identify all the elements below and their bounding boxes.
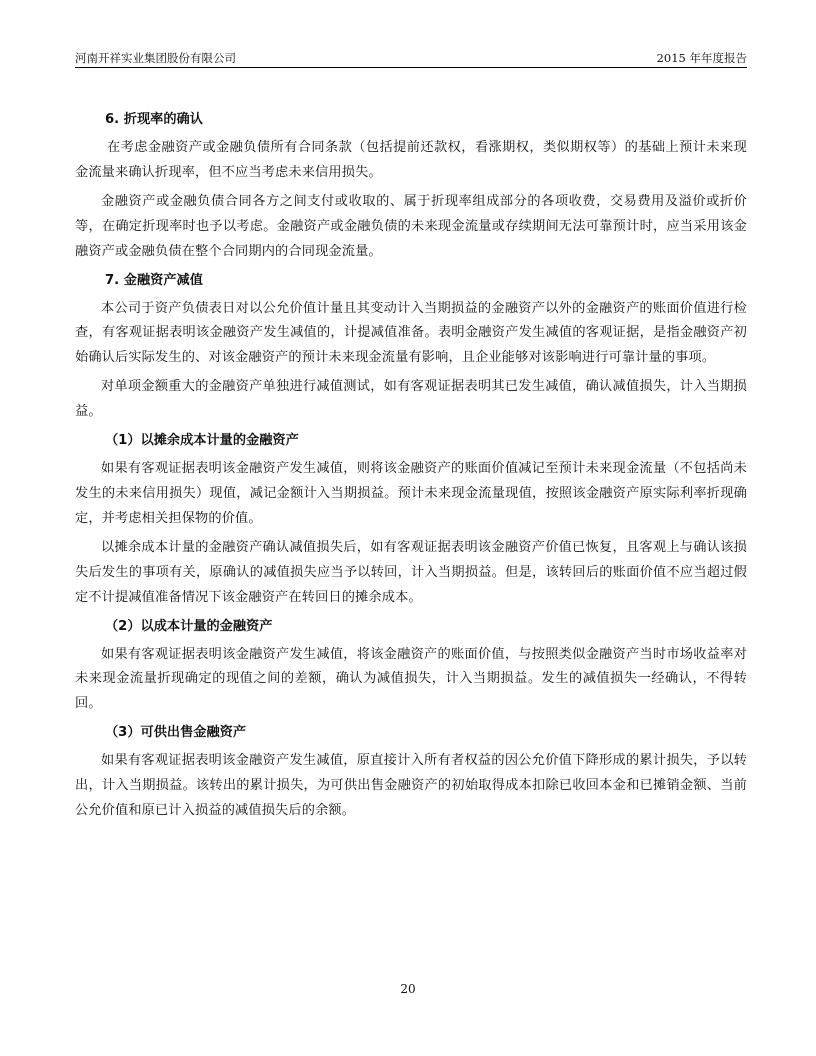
- header-report-title: 2015 年年度报告: [656, 51, 747, 65]
- subsection-1-title: （1）以摊余成本计量的金融资产: [105, 433, 299, 449]
- section-7-title: 7. 金融资产减值: [105, 272, 203, 288]
- section-6-paragraph-1: 在考虑金融资产或金融负债所有合同条款（包括提前还款权，看涨期权，类似期权等）的基础上预计未来现金流量来确认折现率，但不应当考虑未来信用损失。: [75, 140, 747, 180]
- section-7-paragraph-1: 本公司于资产负债表日对以公允价值计量且其变动计入当期损益的金融资产以外的金融资产的账面价值进行检查，有客观证据表明该金融资产发生减值的，计提减值准备。表明金融资产发生减值的客观证据，是指金融资产初始确认后实际发生的、对该金融资产的预计未来现金流量有影响，且企业能够对该影响进行可靠计量的事项。: [75, 300, 747, 366]
- subsection-1-paragraph-2: 以摊余成本计量的金融资产确认减值损失后，如有客观证据表明该金融资产价值已恢复，且客观上与确认该损失后发生的事项有关，原确认的减值损失应当予以转回，计入当期损益。但是，该转回后的账面价值不应当超过假定不计提减值准备情况下该金融资产在转回日的摊余成本。: [75, 539, 747, 605]
- page-header: [75, 50, 747, 68]
- header-company: 河南开祥实业集团股份有限公司: [75, 51, 236, 65]
- section-6-paragraph-2: 金融资产或金融负债合同各方之间支付或收取的、属于折现率组成部分的各项收费，交易费用及溢价或折价等，在确定折现率时也予以考虑。金融资产或金融负债的未来现金流量或存续期间无法可靠预计时，应当采用该金融资产或金融负债在整个合同期内的合同现金流量。: [75, 193, 747, 259]
- section-6-title: 6. 折现率的确认: [105, 112, 203, 127]
- subsection-3-title: （3）可供出售金融资产: [105, 725, 247, 741]
- section-7-paragraph-2: 对单项金额重大的金融资产单独进行减值测试，如有客观证据表明其已发生减值，确认减值损失，计入当期损益。: [75, 379, 747, 420]
- page-content: [75, 108, 747, 824]
- subsection-2-paragraph-1: 如果有客观证据表明该金融资产发生减值，将该金融资产的账面价值，与按照类似金融资产当时市场收益率对未来现金流量折现确定的现值之间的差额，确认为减值损失，计入当期损益。发生的减值损失一经确认，不得转回。: [75, 646, 747, 712]
- subsection-1-paragraph-1: 如果有客观证据表明该金融资产发生减值，则将该金融资产的账面价值减记至预计未来现金流量（不包括尚未发生的未来信用损失）现值，减记金额计入当期损益。预计未来现金流量现值，按照该金融资产原实际利率折现确定，并考虑相关担保物的价值。: [75, 461, 747, 526]
- subsection-3-paragraph-1: 如果有客观证据表明该金融资产发生减值，原直接计入所有者权益的因公允价值下降形成的累计损失，予以转出，计入当期损益。该转出的累计损失，为可供出售金融资产的初始取得成本扣除已收回本金和已摊销金额、当前公允价值和原已计入损益的减值损失后的余额。: [75, 753, 747, 819]
- page-number: 20: [400, 982, 416, 996]
- subsection-2-title: （2）以成本计量的金融资产: [105, 618, 273, 634]
